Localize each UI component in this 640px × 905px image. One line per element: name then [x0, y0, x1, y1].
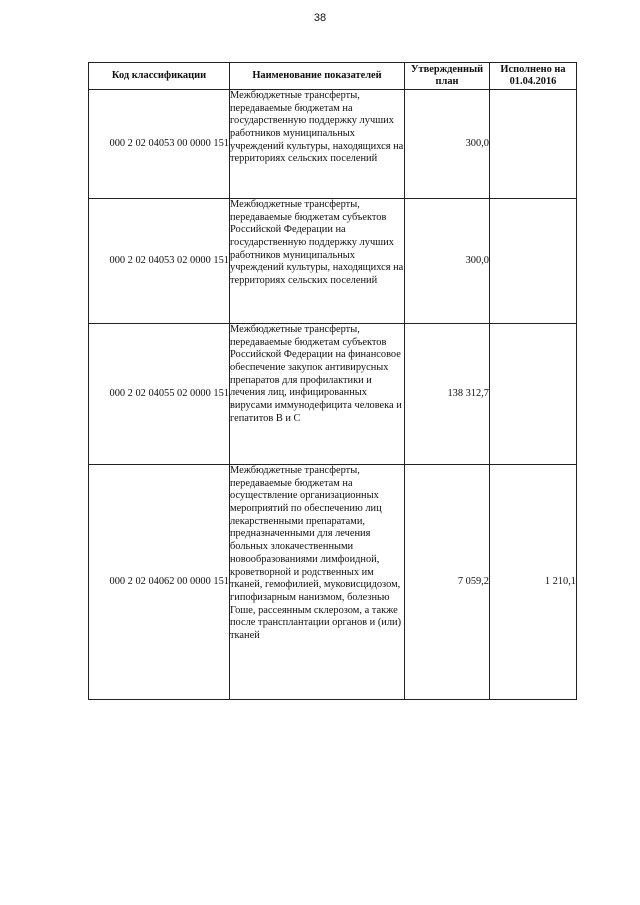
row-executed: [490, 199, 577, 324]
row-code: 000 2 02 04053 02 0000 151: [89, 199, 230, 324]
budget-table: [88, 62, 577, 700]
header-code: Код классификации: [89, 63, 230, 90]
row-name: Межбюджетные трансферты, передаваемые бюджетам на государственную поддержку лучших работников муниципальных учреждений культуры, находящихся на территориях сельских поселений: [230, 90, 405, 199]
header-name: Наименование показателей: [230, 63, 405, 90]
row-executed: 1 210,1: [490, 465, 577, 700]
row-plan: 138 312,7: [405, 324, 490, 465]
row-plan: 7 059,2: [405, 465, 490, 700]
row-code: 000 2 02 04055 02 0000 151: [89, 324, 230, 465]
header-plan: Утвержденный план: [405, 63, 490, 90]
row-code: 000 2 02 04062 00 0000 151: [89, 465, 230, 700]
row-plan: 300,0: [405, 199, 490, 324]
row-executed: [490, 90, 577, 199]
row-name: Межбюджетные трансферты, передаваемые бюджетам субъектов Российской Федерации на финансовое обеспечение закупок антивирусных препаратов для профилактики и лечения лиц, инфицированных вирусами иммунодефицита человека и гепатитов В и С: [230, 324, 405, 465]
table-row: [89, 324, 577, 465]
table-row: [89, 465, 577, 700]
row-name: Межбюджетные трансферты, передаваемые бюджетам на осуществление организационных мероприятий по обеспечению лиц лекарственными препаратами, предназначенными для лечения больных злокачественными новообразованиями лимфоидной, кроветворной и родственных им тканей, гемофилией, муковисцидозом, гипофизарным нанизмом, болезнью Гоше, рассеянным склерозом, а также после трансплантации органов и (или) тканей: [230, 465, 405, 700]
table-row: [89, 199, 577, 324]
table-row: [89, 90, 577, 199]
row-code: 000 2 02 04053 00 0000 151: [89, 90, 230, 199]
header-executed: Исполнено на 01.04.2016: [490, 63, 577, 90]
row-name: Межбюджетные трансферты, передаваемые бюджетам субъектов Российской Федерации на государственную поддержку лучших работников муниципальных учреждений культуры, находящихся на территориях сельских поселений: [230, 199, 405, 324]
page-number: 38: [313, 12, 327, 24]
row-executed: [490, 324, 577, 465]
table-header-row: [89, 63, 577, 90]
row-plan: 300,0: [405, 90, 490, 199]
